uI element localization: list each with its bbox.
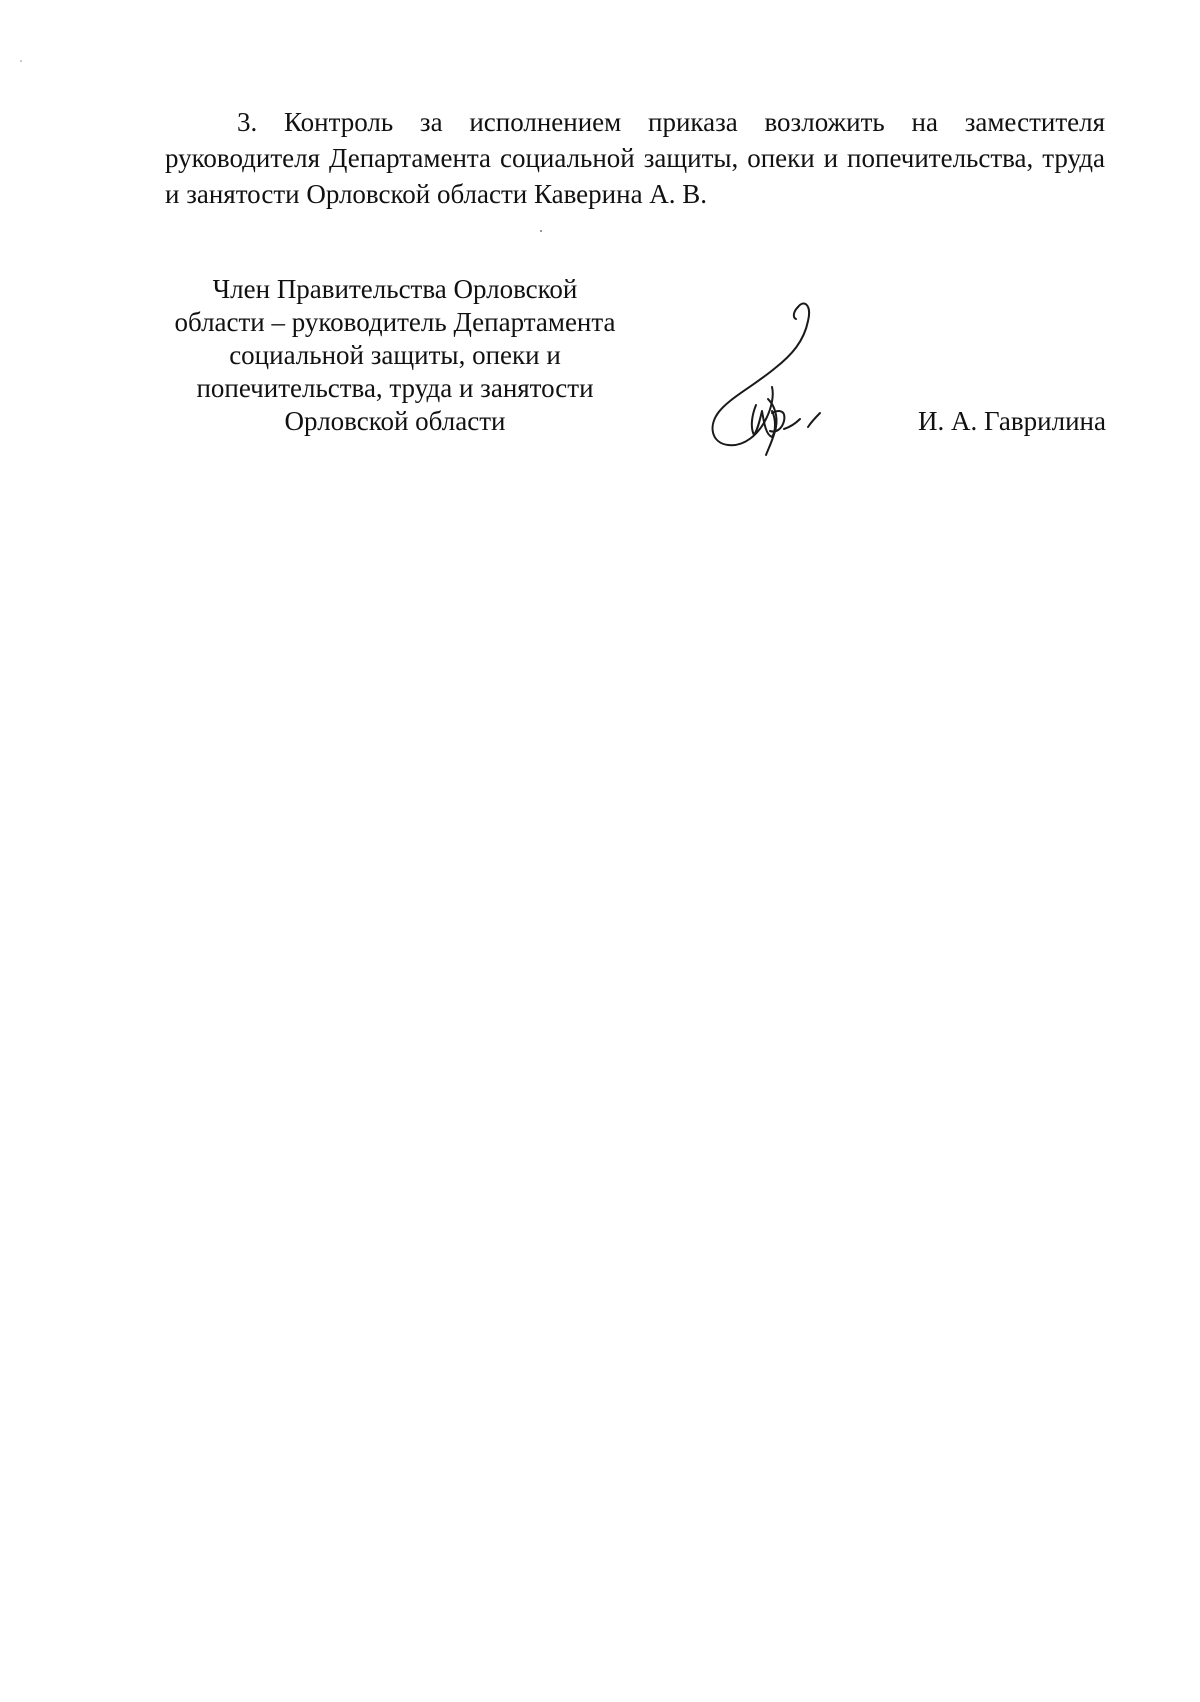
signer-position-block bbox=[155, 273, 635, 438]
signer-position-line: социальной защиты, опеки и bbox=[229, 340, 561, 370]
signer-position-line: Член Правительства Орловской bbox=[212, 274, 578, 304]
signer-position-line: области – руководитель Департамента bbox=[174, 307, 616, 337]
signer-position-line: попечительства, труда и занятости bbox=[196, 373, 594, 403]
scan-speck bbox=[540, 230, 542, 232]
scan-speck bbox=[20, 60, 22, 62]
paragraph-item-3: 3. Контроль за исполнением приказа возложить на заместителя руководителя Департамента социальной защиты, опеки и попечительства, труда и занятости Орловской области Каверина А. В. bbox=[165, 107, 1105, 209]
signer-name: И. А. Гаврилина bbox=[918, 406, 1106, 436]
handwritten-signature bbox=[700, 295, 840, 470]
signer-position-line: Орловской области bbox=[284, 406, 506, 436]
